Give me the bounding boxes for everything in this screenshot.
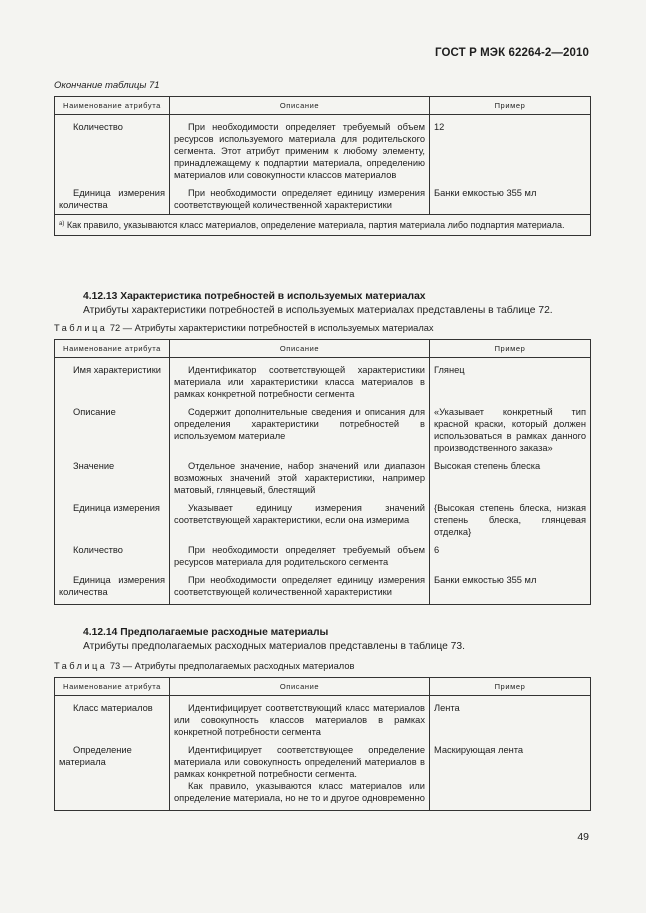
- attr-example-cell: 12: [430, 115, 591, 185]
- attr-example-cell: Маскирующая лента: [430, 741, 591, 811]
- attr-description-cell: При необходимости определяет требуемый объем ресурсов используемого материала для родительского сегмента. Этот атрибут применим к любому элементу, принадлежащему к подпартии материала, определению материалов или совокупности классов материалов: [170, 115, 430, 185]
- attr-example-cell: «Указывает конкретный тип красной краски, который должен использоваться в рамках данного производственного заказа»: [430, 403, 591, 457]
- col-header-name: Наименование атрибута: [55, 97, 170, 115]
- table-footnote: [55, 215, 591, 236]
- attr-description-cell: Содержит дополнительные сведения и описания для определения характеристики потребностей в используемом материале: [170, 403, 430, 457]
- attr-example-cell: Лента: [430, 696, 591, 742]
- section-4-12-14-text: Атрибуты предполагаемых расходных материалов представлены в таблице 73.: [83, 641, 465, 652]
- attr-description-cell: При необходимости определяет единицу измерения соответствующей количественной характеристики: [170, 184, 430, 215]
- table-footnote-row: [55, 215, 591, 236]
- col-header-example: Пример: [430, 340, 591, 358]
- table-72: [54, 339, 591, 605]
- table-73: [54, 677, 591, 811]
- attr-example-cell: {Высокая степень блеска, низкая степень блеска, глянцевая отделка}: [430, 499, 591, 541]
- attr-example-cell: Высокая степень блеска: [430, 457, 591, 499]
- attr-name-cell: Единица измерения: [55, 499, 170, 541]
- attr-example-cell: Глянец: [430, 358, 591, 404]
- footnote-text: Как правило, указываются класс материалов, определение материала, партия материала либо подпартия материала.: [66, 220, 565, 230]
- table-header-row: [55, 97, 591, 115]
- section-4-12-13-title: 4.12.13 Характеристика потребностей в используемых материалах: [83, 291, 426, 302]
- table-71-end: [54, 96, 591, 236]
- table-row: [55, 696, 591, 742]
- col-header-name: Наименование атрибута: [55, 678, 170, 696]
- attr-example-cell: 6: [430, 541, 591, 571]
- table-row: [55, 184, 591, 215]
- section-4-12-14-title: 4.12.14 Предполагаемые расходные материалы: [83, 627, 329, 638]
- attr-name-cell: Единица измерения количества: [55, 184, 170, 215]
- section-4-12-13-text: Атрибуты характеристики потребностей в используемых материалах представлены в таблице 72.: [83, 305, 553, 316]
- attr-description-cell: Идентифицирует соответствующий класс материалов или совокупность классов материалов в рамках конкретной потребности сегмента: [170, 696, 430, 742]
- col-header-name: Наименование атрибута: [55, 340, 170, 358]
- attr-description-cell: Указывает единицу измерения значений соответствующей характеристики, если она измерима: [170, 499, 430, 541]
- attr-name-cell: Значение: [55, 457, 170, 499]
- table-row: [55, 115, 591, 185]
- table-row: [55, 499, 591, 541]
- table-row: [55, 741, 591, 811]
- table71-continuation-caption: Окончание таблицы 71: [54, 80, 160, 91]
- table-72-caption: Таблица 72 — Атрибуты характеристики потребностей в используемых материалах: [54, 323, 434, 333]
- attr-name-cell: Количество: [55, 115, 170, 185]
- col-header-description: Описание: [170, 340, 430, 358]
- attr-description-cell: Идентификатор соответствующей характеристики материала или характеристики класса материалов в рамках конкретной потребности сегмента: [170, 358, 430, 404]
- attr-example-cell: Банки емкостью 355 мл: [430, 184, 591, 215]
- page-number: 49: [577, 831, 589, 843]
- table-73-caption: Таблица 73 — Атрибуты предполагаемых расходных материалов: [54, 661, 355, 671]
- attr-name-cell: Количество: [55, 541, 170, 571]
- attr-name-cell: Определение материала: [55, 741, 170, 811]
- table-row: [55, 571, 591, 605]
- attr-description-cell: При необходимости определяет единицу измерения соответствующей количественной характеристики: [170, 571, 430, 605]
- table-row: [55, 541, 591, 571]
- attr-name-cell: Описание: [55, 403, 170, 457]
- table-header-row: [55, 340, 591, 358]
- col-header-example: Пример: [430, 678, 591, 696]
- col-header-description: Описание: [170, 678, 430, 696]
- table-row: [55, 457, 591, 499]
- attr-name-cell: Класс материалов: [55, 696, 170, 742]
- attr-description-cell: Идентифицирует соответствующее определение материала или совокупность определений материалов в рамках конкретной потребности сегмента. Как правило, указываются класс материалов или определение материала, но не то и другое одновременно: [170, 741, 430, 811]
- standard-header: ГОСТ Р МЭК 62264-2—2010: [435, 47, 589, 59]
- footnote-mark: а): [59, 221, 65, 227]
- table-row: [55, 358, 591, 404]
- attr-example-cell: Банки емкостью 355 мл: [430, 571, 591, 605]
- col-header-example: Пример: [430, 97, 591, 115]
- table-row: [55, 403, 591, 457]
- attr-description-cell: Отдельное значение, набор значений или диапазон возможных значений этой характеристики, например матовый, глянцевый, блестящий: [170, 457, 430, 499]
- attr-name-cell: Имя характеристики: [55, 358, 170, 404]
- attr-name-cell: Единица измерения количества: [55, 571, 170, 605]
- table-header-row: [55, 678, 591, 696]
- attr-description-cell: При необходимости определяет требуемый объем ресурсов материала для родительского сегмента: [170, 541, 430, 571]
- col-header-description: Описание: [170, 97, 430, 115]
